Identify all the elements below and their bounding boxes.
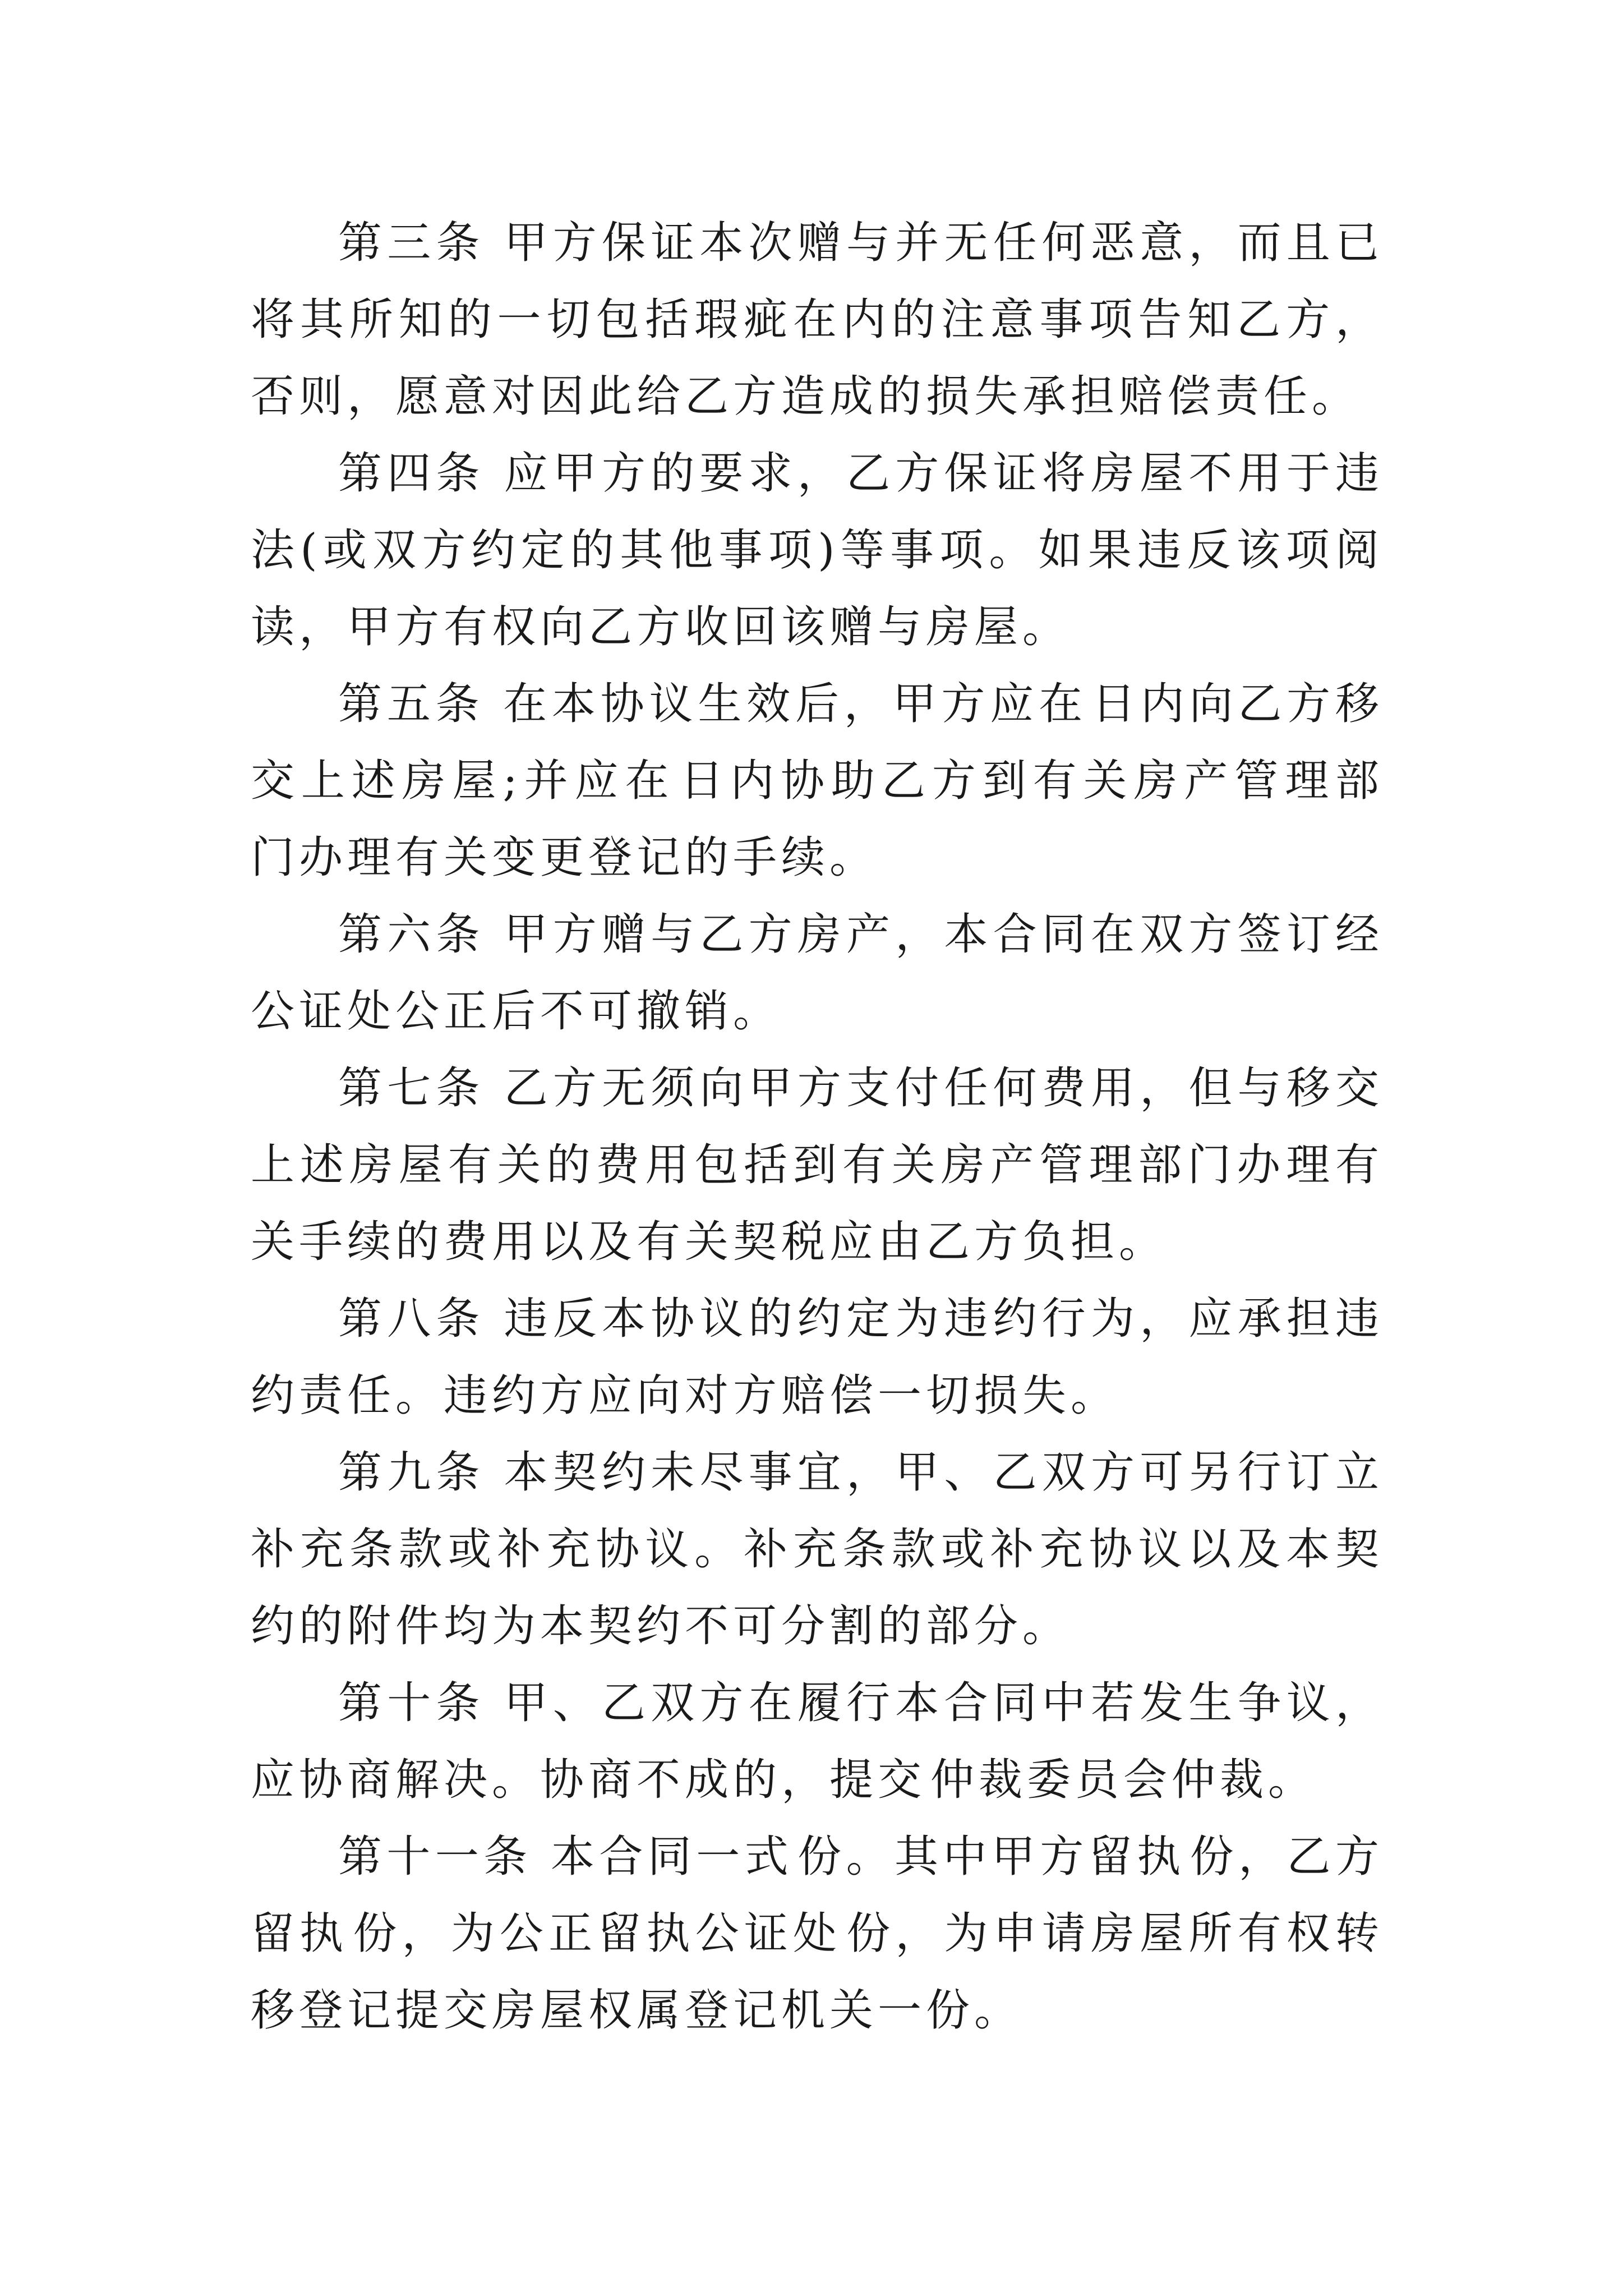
clause-10-text-b: 仲裁委员会仲裁。 bbox=[930, 1755, 1317, 1805]
clause-7 bbox=[251, 1050, 1384, 1281]
clause-11 bbox=[251, 1819, 1384, 2049]
clause-9-text: 第九条 本契约未尽事宜，甲、乙双方可另行订立补充条款或补充协议。补充条款或补充协议以及本契约的附件均为本契约不可分割的部分。 bbox=[251, 1447, 1384, 1651]
contract-body bbox=[251, 205, 1384, 2049]
clause-4-text: 第四条 应甲方的要求，乙方保证将房屋不用于违法(或双方约定的其他事项)等事项。如果违反该项阅读，甲方有权向乙方收回该赠与房屋。 bbox=[251, 448, 1384, 652]
clause-6 bbox=[251, 896, 1384, 1050]
clause-11-text-b: 份。其中甲方留执 bbox=[797, 1832, 1186, 1882]
clause-10 bbox=[251, 1665, 1384, 1819]
clause-9 bbox=[251, 1434, 1384, 1665]
clause-10-text-a: 第十条 甲、乙双方在履行本合同中若发生争议，应协商解决。协商不成的，提交 bbox=[251, 1678, 1384, 1805]
clause-5-text-b: 日内向乙方移交上述房屋;并应在 bbox=[251, 679, 1384, 806]
clause-5 bbox=[251, 666, 1384, 896]
clause-4 bbox=[251, 435, 1384, 666]
clause-11-text-a: 第十一条 本合同一式 bbox=[338, 1832, 794, 1882]
clause-3-text: 第三条 甲方保证本次赠与并无任何恶意，而且已将其所知的一切包括瑕疵在内的注意事项告知乙方，否则，愿意对因此给乙方造成的损失承担赔偿责任。 bbox=[251, 218, 1384, 422]
clause-11-text-d: 份，为公正留执公证处 bbox=[353, 1908, 842, 1959]
clause-8-text: 第八条 违反本协议的约定为违约行为，应承担违约责任。违约方应向对方赔偿一切损失。 bbox=[251, 1294, 1384, 1421]
clause-5-text-a: 第五条 在本协议生效后，甲方应在 bbox=[338, 679, 1087, 729]
clause-11-text-e: 份，为申请房屋所有权转移登记提交房屋权属登记机关一份。 bbox=[251, 1908, 1384, 2036]
clause-11-text-c: 份，乙方留执 bbox=[251, 1832, 1384, 1959]
clause-7-text: 第七条 乙方无须向甲方支付任何费用，但与移交上述房屋有关的费用包括到有关房产管理部门办理有关手续的费用以及有关契税应由乙方负担。 bbox=[251, 1063, 1384, 1267]
clause-8 bbox=[251, 1281, 1384, 1434]
clause-3 bbox=[251, 205, 1384, 435]
clause-6-text: 第六条 甲方赠与乙方房产，本合同在双方签订经公证处公正后不可撤销。 bbox=[251, 909, 1384, 1037]
clause-5-text-c: 日内协助乙方到有关房产管理部门办理有关变更登记的手续。 bbox=[251, 756, 1384, 883]
